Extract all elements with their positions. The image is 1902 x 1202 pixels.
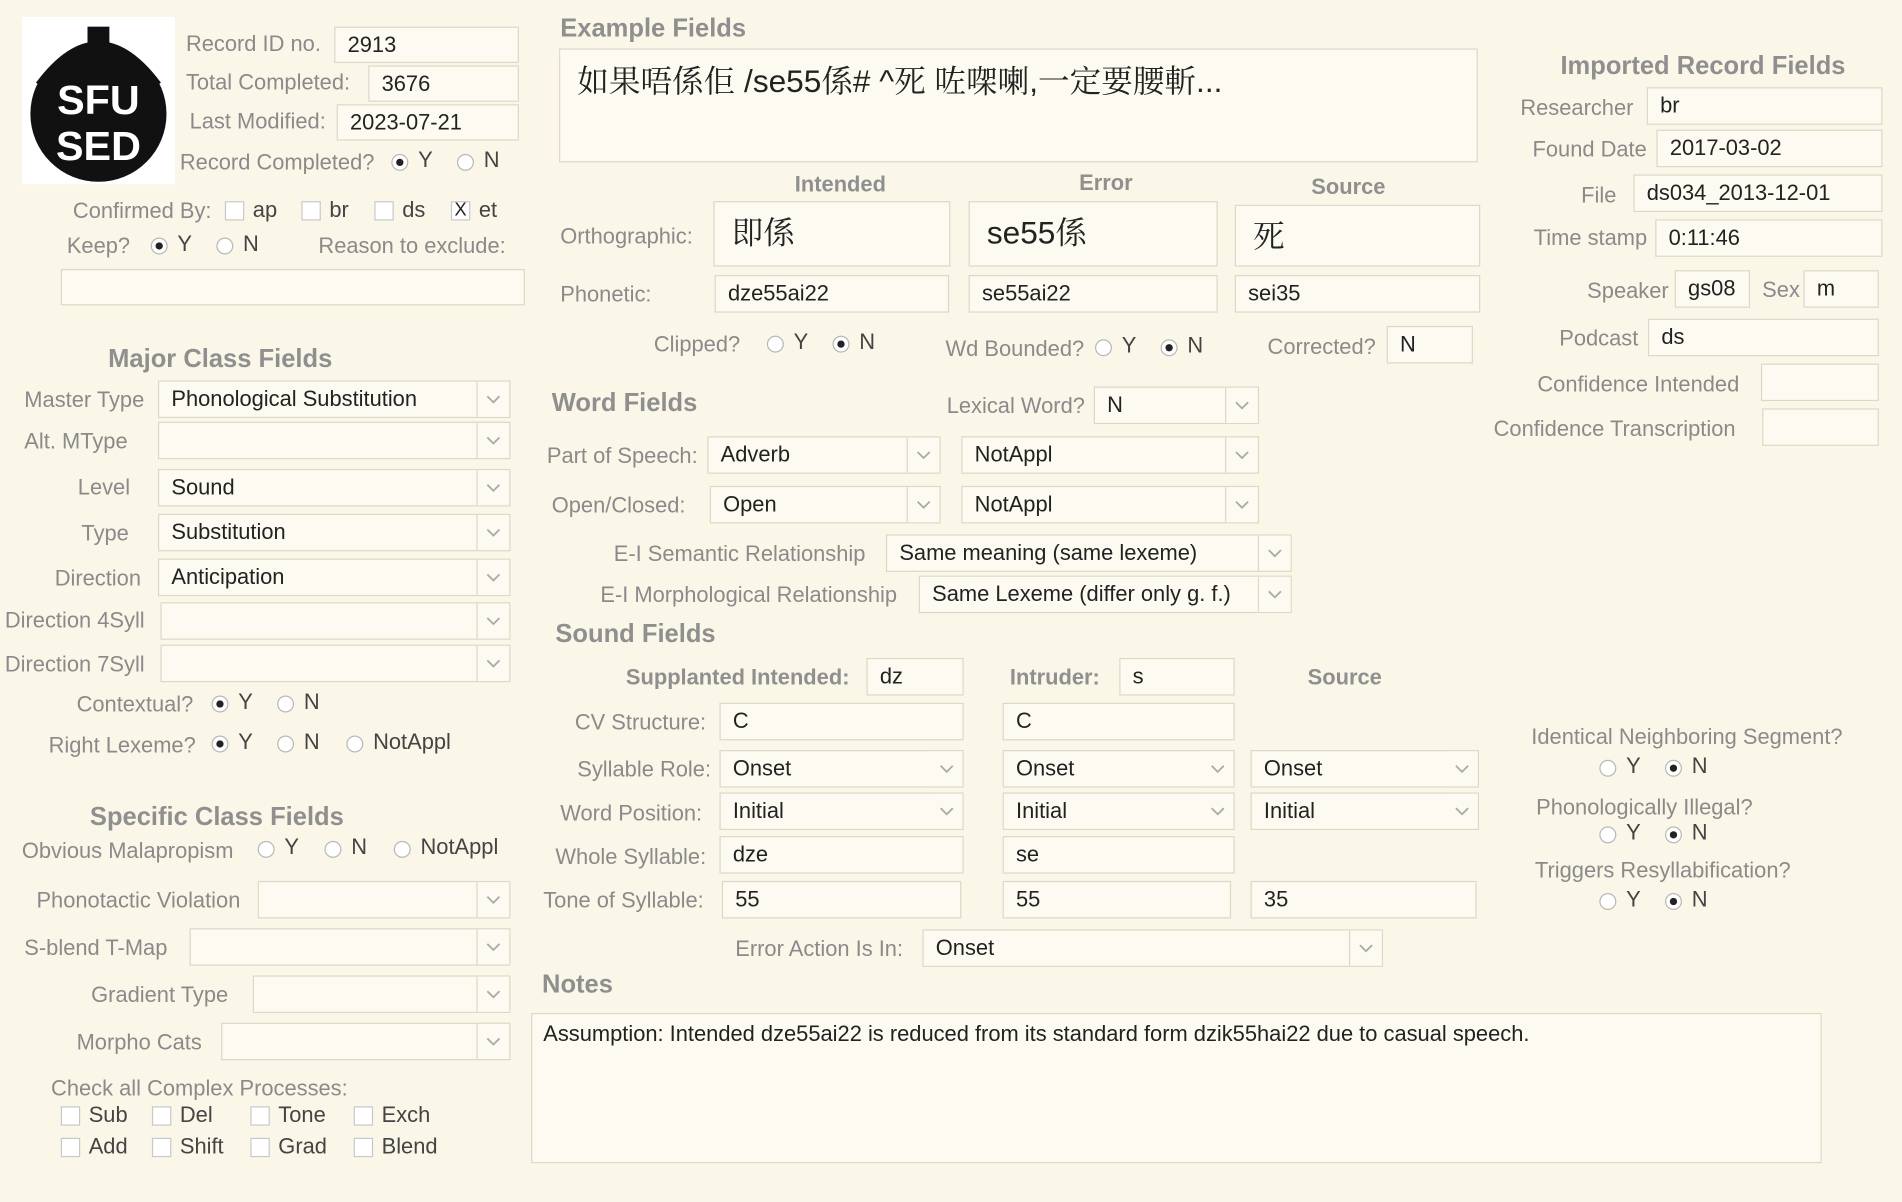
contextual-no-radio[interactable]: [277, 696, 294, 713]
resyll-label: Triggers Resyllabification?: [1534, 857, 1791, 883]
radio-label: Y: [238, 689, 253, 714]
researcher-field[interactable]: br: [1647, 87, 1883, 125]
svg-text:SED: SED: [55, 122, 141, 169]
tone-intruder-field[interactable]: 55: [1003, 881, 1231, 919]
radio-label: Y: [177, 231, 193, 256]
level-select[interactable]: Sound: [158, 469, 510, 507]
right-lexeme-label: Right Lexeme?: [48, 733, 196, 758]
radio-label: Y: [1626, 820, 1641, 845]
confirmed-ap-checkbox[interactable]: [225, 201, 244, 220]
phon-source-field[interactable]: sei35: [1235, 275, 1480, 313]
chevron-down-icon[interactable]: [1225, 487, 1258, 522]
podcast-label: Podcast: [1559, 325, 1639, 351]
error-header: Error: [1079, 170, 1133, 196]
time-stamp-label: Time stamp: [1533, 225, 1648, 250]
sex-field[interactable]: m: [1804, 270, 1879, 308]
source-header: Source: [1311, 174, 1386, 199]
gradient-label: Gradient Type: [91, 982, 229, 1007]
malapropism-label: Obvious Malapropism: [21, 838, 234, 863]
complex-shift-checkbox[interactable]: [152, 1138, 171, 1157]
radio-label: N: [1691, 886, 1708, 912]
chevron-down-icon[interactable]: [931, 751, 963, 786]
radio-label: Y: [1626, 753, 1641, 778]
checkbox-label: et: [478, 197, 498, 222]
wpos-intended-select[interactable]: Initial: [719, 792, 963, 830]
file-field[interactable]: ds034_2013-12-01: [1633, 174, 1882, 212]
direction7-select[interactable]: [160, 645, 510, 683]
file-label: File: [1581, 182, 1617, 208]
wpos-source-select[interactable]: Initial: [1251, 792, 1479, 830]
intended-header: Intended: [794, 172, 886, 197]
gradient-select[interactable]: [253, 975, 511, 1013]
chevron-down-icon[interactable]: [1225, 388, 1258, 423]
contextual-label: Contextual?: [76, 691, 194, 717]
level-label: Level: [77, 474, 131, 500]
syllable-role-label: Syllable Role:: [577, 757, 712, 782]
alt-mtype-select[interactable]: [158, 422, 510, 460]
morpho-select[interactable]: [221, 1023, 510, 1061]
word-position-label: Word Position:: [560, 800, 703, 826]
illegal-yes-radio[interactable]: [1599, 826, 1616, 843]
word-fields-title: Word Fields: [551, 388, 698, 417]
sblend-label: S-blend T-Map: [24, 935, 168, 960]
confidence-intended-label: Confidence Intended: [1537, 371, 1740, 397]
select-value: Phonological Substitution: [171, 386, 418, 411]
alt-mtype-label: Alt. MType: [24, 428, 128, 454]
chevron-down-icon[interactable]: [1202, 794, 1234, 829]
cv-structure-label: CV Structure:: [574, 710, 707, 735]
cv-intended-field[interactable]: C: [719, 703, 963, 741]
resyll-no-radio[interactable]: [1665, 893, 1682, 910]
notes-textarea[interactable]: [531, 1013, 1822, 1163]
phonetic-label: Phonetic:: [560, 282, 652, 307]
complex-add-checkbox[interactable]: [61, 1138, 80, 1157]
whole-intended-field[interactable]: dze: [719, 836, 963, 874]
radio-label: N: [243, 231, 259, 256]
sound-source-header: Source: [1307, 665, 1382, 690]
type-label: Type: [81, 521, 129, 546]
chevron-down-icon[interactable]: [907, 437, 940, 472]
semantic-rel-select[interactable]: Same meaning (same lexeme): [886, 534, 1292, 572]
chevron-down-icon[interactable]: [1446, 794, 1478, 829]
checkbox-label: ap: [252, 197, 278, 222]
identical-yes-radio[interactable]: [1599, 760, 1616, 777]
keep-label: Keep?: [66, 233, 131, 259]
keep-yes-radio[interactable]: [151, 237, 168, 254]
radio-label: Y: [284, 834, 299, 860]
radio-label: NotAppl: [420, 834, 499, 860]
cv-intruder-field[interactable]: C: [1003, 703, 1235, 741]
open-closed-label: Open/Closed:: [551, 493, 686, 518]
radio-label: N: [1691, 820, 1708, 845]
master-type-label: Master Type: [24, 387, 145, 412]
clipped-no-radio[interactable]: [832, 336, 849, 353]
error-action-label: Error Action Is In:: [735, 936, 904, 961]
direction-select[interactable]: Anticipation: [158, 559, 510, 597]
chevron-down-icon[interactable]: [476, 515, 509, 550]
tone-source-field[interactable]: 35: [1251, 881, 1477, 919]
chevron-down-icon[interactable]: [476, 929, 509, 964]
record-completed-no-radio[interactable]: [457, 154, 474, 171]
chevron-down-icon[interactable]: [476, 382, 509, 417]
chevron-down-icon[interactable]: [476, 646, 509, 681]
whole-syllable-label: Whole Syllable:: [555, 844, 707, 869]
wd-bounded-yes-radio[interactable]: [1095, 339, 1112, 356]
lexical-word-label: Lexical Word?: [946, 393, 1085, 419]
wd-bounded-no-radio[interactable]: [1161, 339, 1178, 356]
sound-fields-title: Sound Fields: [555, 620, 716, 649]
complex-tone-checkbox[interactable]: [250, 1106, 269, 1125]
phon-illegal-label: Phonologically Illegal?: [1536, 794, 1753, 820]
radio-label: Y: [1626, 886, 1641, 912]
radio-label: N: [483, 147, 500, 173]
complex-grad-checkbox[interactable]: [250, 1138, 269, 1157]
semantic-rel-label: E-I Semantic Relationship: [613, 541, 866, 566]
logo: [22, 17, 175, 184]
checkbox-label: Blend: [381, 1134, 438, 1159]
morpho-label: Morpho Cats: [76, 1029, 202, 1055]
record-id-label: Record ID no.: [185, 31, 321, 56]
radio-label: NotAppl: [373, 729, 451, 754]
total-completed-label: Total Completed:: [185, 70, 351, 95]
lexical-word-select[interactable]: N: [1094, 387, 1259, 425]
last-modified-label: Last Modified:: [189, 109, 326, 134]
checkbox-label: br: [329, 197, 349, 222]
phon-intended-field[interactable]: dze55ai22: [715, 275, 950, 313]
radio-label: N: [303, 729, 320, 754]
morph-rel-label: E-I Morphological Relationship: [600, 582, 898, 608]
chevron-down-icon[interactable]: [476, 470, 509, 505]
chevron-down-icon[interactable]: [476, 882, 509, 917]
orthographic-label: Orthographic:: [560, 224, 693, 249]
record-id-field[interactable]: 2913: [334, 27, 519, 63]
intruder-label: Intruder:: [1009, 665, 1100, 690]
malapropism-no-radio[interactable]: [324, 841, 341, 858]
checkbox-label: Tone: [278, 1102, 326, 1127]
reason-input[interactable]: [61, 269, 525, 305]
keep-no-radio[interactable]: [216, 237, 233, 254]
major-class-title: Major Class Fields: [108, 345, 333, 374]
role-source-select[interactable]: Onset: [1251, 750, 1479, 788]
radio-label: N: [351, 834, 368, 860]
illegal-no-radio[interactable]: [1665, 826, 1682, 843]
sblend-select[interactable]: [190, 928, 511, 966]
confirmed-by-label: Confirmed By:: [72, 198, 212, 223]
radio-label: Y: [418, 147, 433, 173]
chevron-down-icon[interactable]: [1225, 437, 1258, 472]
last-modified-field[interactable]: 2023-07-21: [337, 104, 519, 140]
role-intended-select[interactable]: Onset: [719, 750, 963, 788]
record-completed-label: Record Completed?: [179, 150, 375, 175]
chevron-down-icon[interactable]: [476, 423, 509, 458]
chevron-down-icon[interactable]: [476, 1024, 509, 1059]
confidence-transcription-field[interactable]: [1762, 408, 1879, 446]
pos-intended-select[interactable]: Adverb: [707, 436, 940, 474]
radio-label: N: [859, 329, 876, 354]
speaker-field[interactable]: gs08: [1675, 270, 1750, 308]
chevron-down-icon[interactable]: [931, 794, 963, 829]
phonotactic-label: Phonotactic Violation: [36, 888, 241, 913]
checkbox-label: Add: [88, 1134, 128, 1159]
clipped-yes-radio[interactable]: [767, 336, 784, 353]
tone-label: Tone of Syllable:: [543, 888, 704, 913]
direction-label: Direction: [54, 565, 142, 591]
chevron-down-icon[interactable]: [1258, 536, 1291, 571]
confidence-intended-field[interactable]: [1761, 364, 1879, 402]
researcher-label: Researcher: [1520, 95, 1634, 120]
checkbox-label: Exch: [381, 1102, 431, 1127]
ortho-error-field[interactable]: se55係: [969, 201, 1218, 266]
pos-error-select[interactable]: NotAppl: [961, 436, 1259, 474]
total-completed-field[interactable]: 3676: [368, 65, 519, 101]
resyll-yes-radio[interactable]: [1599, 893, 1616, 910]
chevron-down-icon[interactable]: [476, 977, 509, 1012]
time-stamp-field[interactable]: 0:11:46: [1655, 219, 1882, 257]
speaker-label: Speaker: [1587, 278, 1669, 303]
checkbox-label: Shift: [179, 1134, 224, 1159]
right-lexeme-yes-radio[interactable]: [211, 736, 228, 753]
confidence-transcription-label: Confidence Transcription: [1493, 416, 1736, 442]
found-date-label: Found Date: [1532, 136, 1647, 162]
checkbox-label: Sub: [88, 1102, 128, 1127]
phonotactic-select[interactable]: [258, 881, 511, 919]
complex-blend-checkbox[interactable]: [354, 1138, 373, 1157]
radio-label: N: [1691, 753, 1708, 778]
radio-label: Y: [238, 729, 253, 754]
record-completed-yes-radio[interactable]: [391, 154, 408, 171]
morph-rel-select[interactable]: Same Lexeme (differ only g. f.): [919, 576, 1292, 614]
complex-label: Check all Complex Processes:: [51, 1075, 348, 1101]
found-date-field[interactable]: 2017-03-02: [1656, 130, 1882, 168]
ortho-intended-field[interactable]: 即係: [713, 201, 950, 266]
oc-error-select[interactable]: NotAppl: [961, 486, 1259, 524]
reason-label: Reason to exclude:: [318, 233, 506, 259]
right-lexeme-notappl-radio[interactable]: [346, 736, 363, 753]
example-fields-title: Example Fields: [560, 14, 747, 43]
corrected-field[interactable]: N: [1387, 326, 1473, 364]
right-lexeme-no-radio[interactable]: [277, 736, 294, 753]
direction4-label: Direction 4Syll: [4, 608, 145, 633]
sex-label: Sex: [1762, 277, 1800, 302]
checkbox-label: Grad: [278, 1134, 327, 1159]
chevron-down-icon[interactable]: [476, 603, 509, 638]
radio-label: N: [1187, 333, 1204, 358]
complex-exch-checkbox[interactable]: [354, 1106, 373, 1125]
checkbox-label: Del: [179, 1102, 213, 1127]
radio-label: N: [303, 689, 320, 714]
specific-class-title: Specific Class Fields: [89, 803, 344, 832]
radio-label: Y: [793, 329, 809, 354]
contextual-yes-radio[interactable]: [211, 696, 228, 713]
tone-intended-field[interactable]: 55: [722, 881, 961, 919]
chevron-down-icon[interactable]: [476, 560, 509, 595]
example-text-field[interactable]: 如果唔係佢 /se55係# ^死 咗㗎喇,一定要腰斬...: [559, 48, 1478, 162]
role-intruder-select[interactable]: Onset: [1003, 750, 1235, 788]
intruder-field[interactable]: s: [1119, 658, 1234, 696]
checkbox-label: ds: [402, 197, 426, 222]
complex-sub-checkbox[interactable]: [61, 1106, 80, 1125]
error-action-select[interactable]: Onset: [922, 929, 1383, 967]
malapropism-notappl-radio[interactable]: [394, 841, 411, 858]
supplanted-label: Supplanted Intended:: [625, 665, 850, 690]
confirmed-et-checkbox[interactable]: X: [451, 201, 470, 220]
chevron-down-icon[interactable]: [1258, 577, 1291, 612]
chevron-down-icon[interactable]: [1202, 751, 1234, 786]
master-type-select[interactable]: [158, 380, 510, 418]
wpos-intruder-select[interactable]: Initial: [1003, 792, 1235, 830]
direction7-label: Direction 7Syll: [4, 651, 145, 677]
whole-intruder-field[interactable]: se: [1003, 836, 1235, 874]
imported-title: Imported Record Fields: [1560, 52, 1846, 80]
phon-error-field[interactable]: se55ai22: [969, 275, 1218, 313]
direction4-select[interactable]: [160, 602, 510, 640]
type-select[interactable]: Substitution: [158, 514, 510, 552]
confirmed-ds-checkbox[interactable]: [374, 201, 393, 220]
complex-del-checkbox[interactable]: [152, 1106, 171, 1125]
chevron-down-icon[interactable]: [1446, 751, 1478, 786]
confirmed-br-checkbox[interactable]: [301, 201, 320, 220]
notes-text: Assumption: Intended dze55ai22 is reduced from its standard form dzik55hai22 due to casual speech.: [543, 1021, 1530, 1046]
ortho-source-field[interactable]: 死: [1235, 205, 1480, 267]
notes-title: Notes: [542, 970, 613, 999]
identical-no-radio[interactable]: [1665, 760, 1682, 777]
podcast-field[interactable]: ds: [1648, 319, 1879, 357]
identical-segment-label: Identical Neighboring Segment?: [1531, 724, 1843, 749]
radio-label: Y: [1121, 333, 1137, 358]
chevron-down-icon[interactable]: [907, 487, 940, 522]
corrected-label: Corrected?: [1267, 334, 1376, 359]
wd-bounded-label: Wd Bounded?: [945, 336, 1085, 362]
part-of-speech-label: Part of Speech:: [546, 443, 698, 468]
supplanted-field[interactable]: dz: [867, 658, 964, 696]
chevron-down-icon[interactable]: [1349, 931, 1382, 966]
oc-intended-select[interactable]: Open: [710, 486, 941, 524]
logo-text: SFU: [57, 76, 140, 123]
clipped-label: Clipped?: [653, 332, 741, 357]
malapropism-yes-radio[interactable]: [258, 841, 275, 858]
